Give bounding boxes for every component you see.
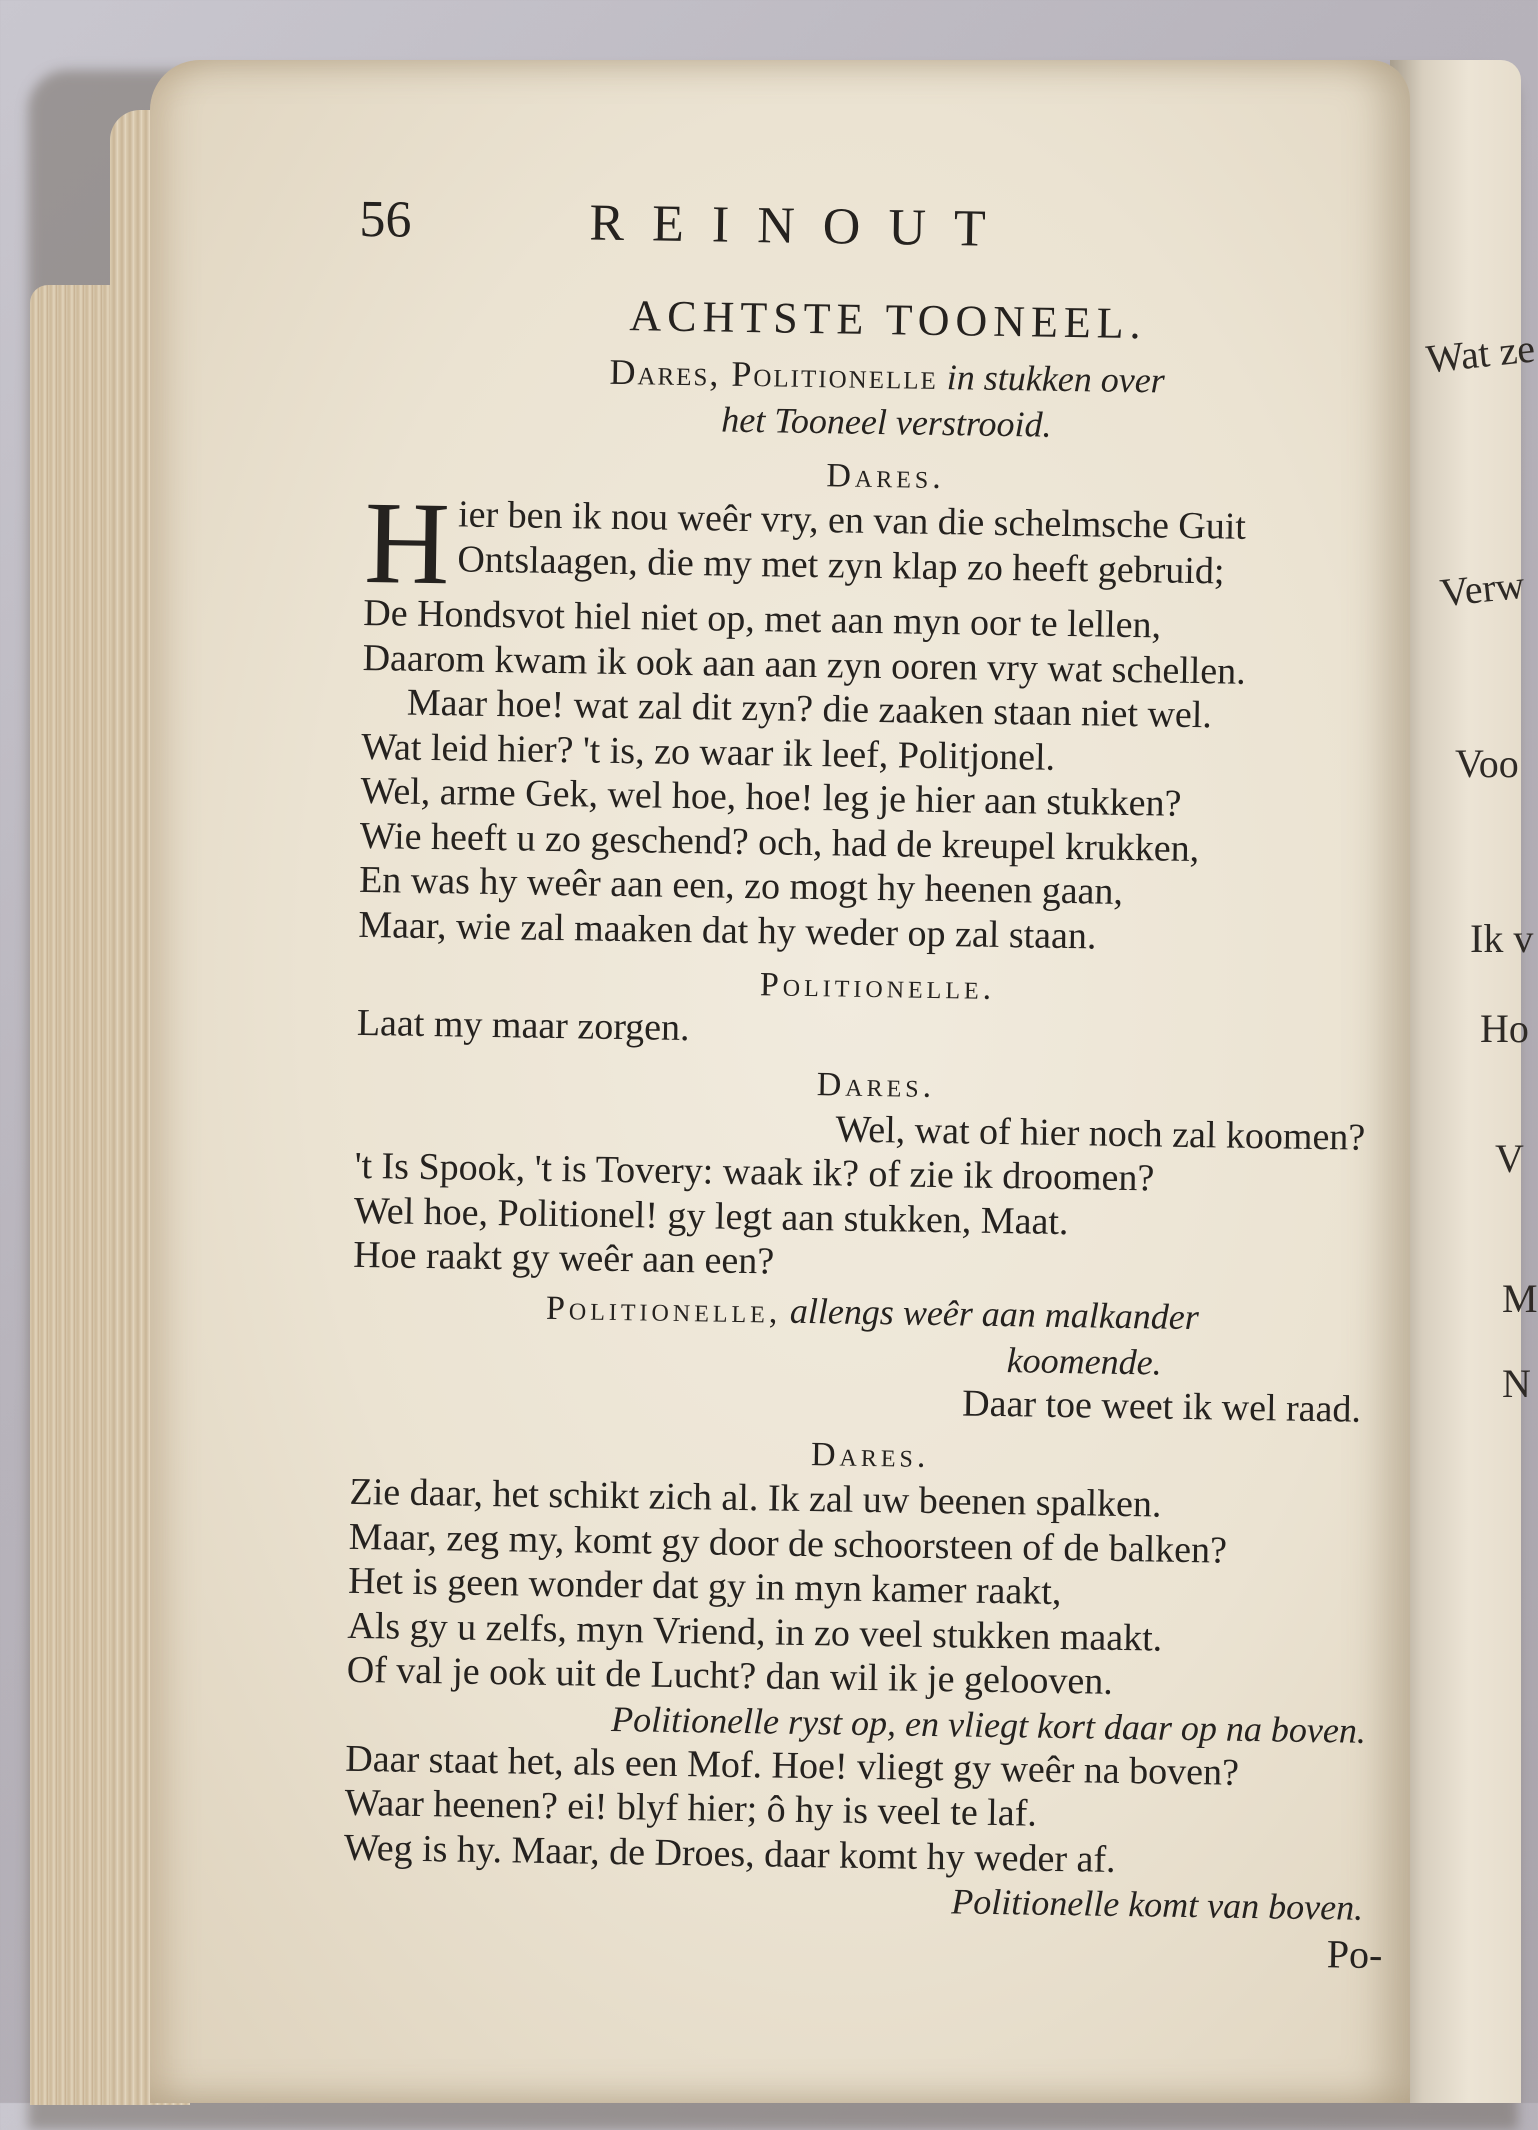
verse-line: Als gy u zelfs, myn Vriend, in zo veel stukken maakt. xyxy=(347,1604,1163,1660)
verse-line: Wie heeft u zo geschend? och, had de kreupel krukken, xyxy=(359,814,1200,870)
verse-line: Laat my maar zorgen. xyxy=(356,1001,690,1050)
verse-line: Daar toe weet ik wel raad. xyxy=(961,1381,1362,1431)
verse-line: Maar, zeg my, komt gy door de schoorsteen of de balken? xyxy=(348,1515,1228,1572)
stage-direction: Politionelle komt van boven. xyxy=(951,1881,1364,1928)
facing-word: Voo xyxy=(1455,741,1519,786)
verse-line: Zie daar, het schikt zich al. Ik zal uw beenen spalken. xyxy=(349,1470,1162,1526)
verse-line: En was hy weêr aan een, zo mogt hy heenen gaan, xyxy=(358,858,1124,913)
speaker-name: Dares. xyxy=(816,1065,936,1105)
verse-line: Wel hoe, Politionel! gy legt aan stukken, Maat. xyxy=(353,1189,1069,1243)
facing-word: Ik v xyxy=(1470,916,1534,961)
running-title: REINOUT xyxy=(589,194,1015,259)
verse-line: Maar, wie zal maaken dat hy weder op zal staan. xyxy=(358,903,1097,958)
verse-line: Het is geen wonder dat gy in myn kamer raakt, xyxy=(347,1559,1062,1614)
verse-line: Maar hoe! wat zal dit zyn? die zaaken staan niet wel. xyxy=(406,681,1213,737)
facing-word: N xyxy=(1502,1361,1531,1406)
verse-line: Ontslaagen, die my met zyn klap zo heeft gebruid; xyxy=(457,537,1225,592)
verse-line: Wel, arme Gek, wel hoe, hoe! leg je hier aan stukken? xyxy=(360,769,1182,825)
verse-line: Wat leid hier? 't is, zo waar ik leef, Politjonel. xyxy=(360,725,1056,779)
facing-word: M xyxy=(1502,1276,1538,1321)
facing-word: Verw xyxy=(1437,561,1527,616)
stage-direction-cont: koomende. xyxy=(1006,1339,1163,1383)
verse-line: ier ben ik nou weêr vry, en van die schelmsche Guit xyxy=(457,493,1247,548)
verse-line: 't Is Spook, 't is Tovery: waak ik? of zie ik droomen? xyxy=(354,1144,1155,1200)
facing-word: Wat ze xyxy=(1423,325,1537,382)
scene-title: ACHTSTE TOONEEL. xyxy=(629,291,1148,349)
stage-direction: Politionelle ryst op, en vliegt kort daar op na boven. xyxy=(610,1698,1367,1751)
drop-cap: H xyxy=(363,476,451,610)
page-number: 56 xyxy=(359,190,412,249)
speaker-name: Dares. xyxy=(826,457,946,497)
verse-line: Of val je ook uit de Lucht? dan wil ik je gelooven. xyxy=(346,1648,1114,1703)
facing-word: Ho xyxy=(1480,1006,1529,1051)
scene-persons xyxy=(366,345,1407,453)
speaker-name: Politionelle. xyxy=(759,966,996,1007)
verse-line: Hoe raakt gy weêr aan een? xyxy=(352,1233,775,1283)
stage-direction: allengs weêr aan malkander xyxy=(789,1290,1200,1337)
speaker-name: Politionelle, xyxy=(545,1289,782,1331)
persons-direction-cont: het Tooneel verstrooid. xyxy=(720,399,1052,445)
verse-line: De Hondsvot hiel niet op, met aan myn oor te lellen, xyxy=(363,591,1162,647)
persons-direction: in stukken over xyxy=(946,357,1166,401)
persons-names: Dares, Politionelle xyxy=(609,351,939,397)
page-text xyxy=(342,190,1410,1980)
verse-line: Wel, wat of hier noch zal koomen? xyxy=(835,1107,1366,1159)
speaker-name: Dares. xyxy=(810,1436,930,1475)
verse-line: Waar heenen? ei! blyf hier; ô hy is veel te laf. xyxy=(344,1781,1038,1835)
catchword: Po- xyxy=(1326,1931,1383,1978)
verse-line: Daarom kwam ik ook aan aan zyn ooren vry wat schellen. xyxy=(362,636,1247,693)
verse-line: Weg is hy. Maar, de Droes, daar komt hy weder af. xyxy=(343,1826,1116,1881)
facing-word: V xyxy=(1495,1136,1524,1181)
verse-line: Daar staat het, als een Mof. Hoe! vliegt gy weêr na boven? xyxy=(345,1737,1240,1794)
page-header xyxy=(359,190,1410,276)
